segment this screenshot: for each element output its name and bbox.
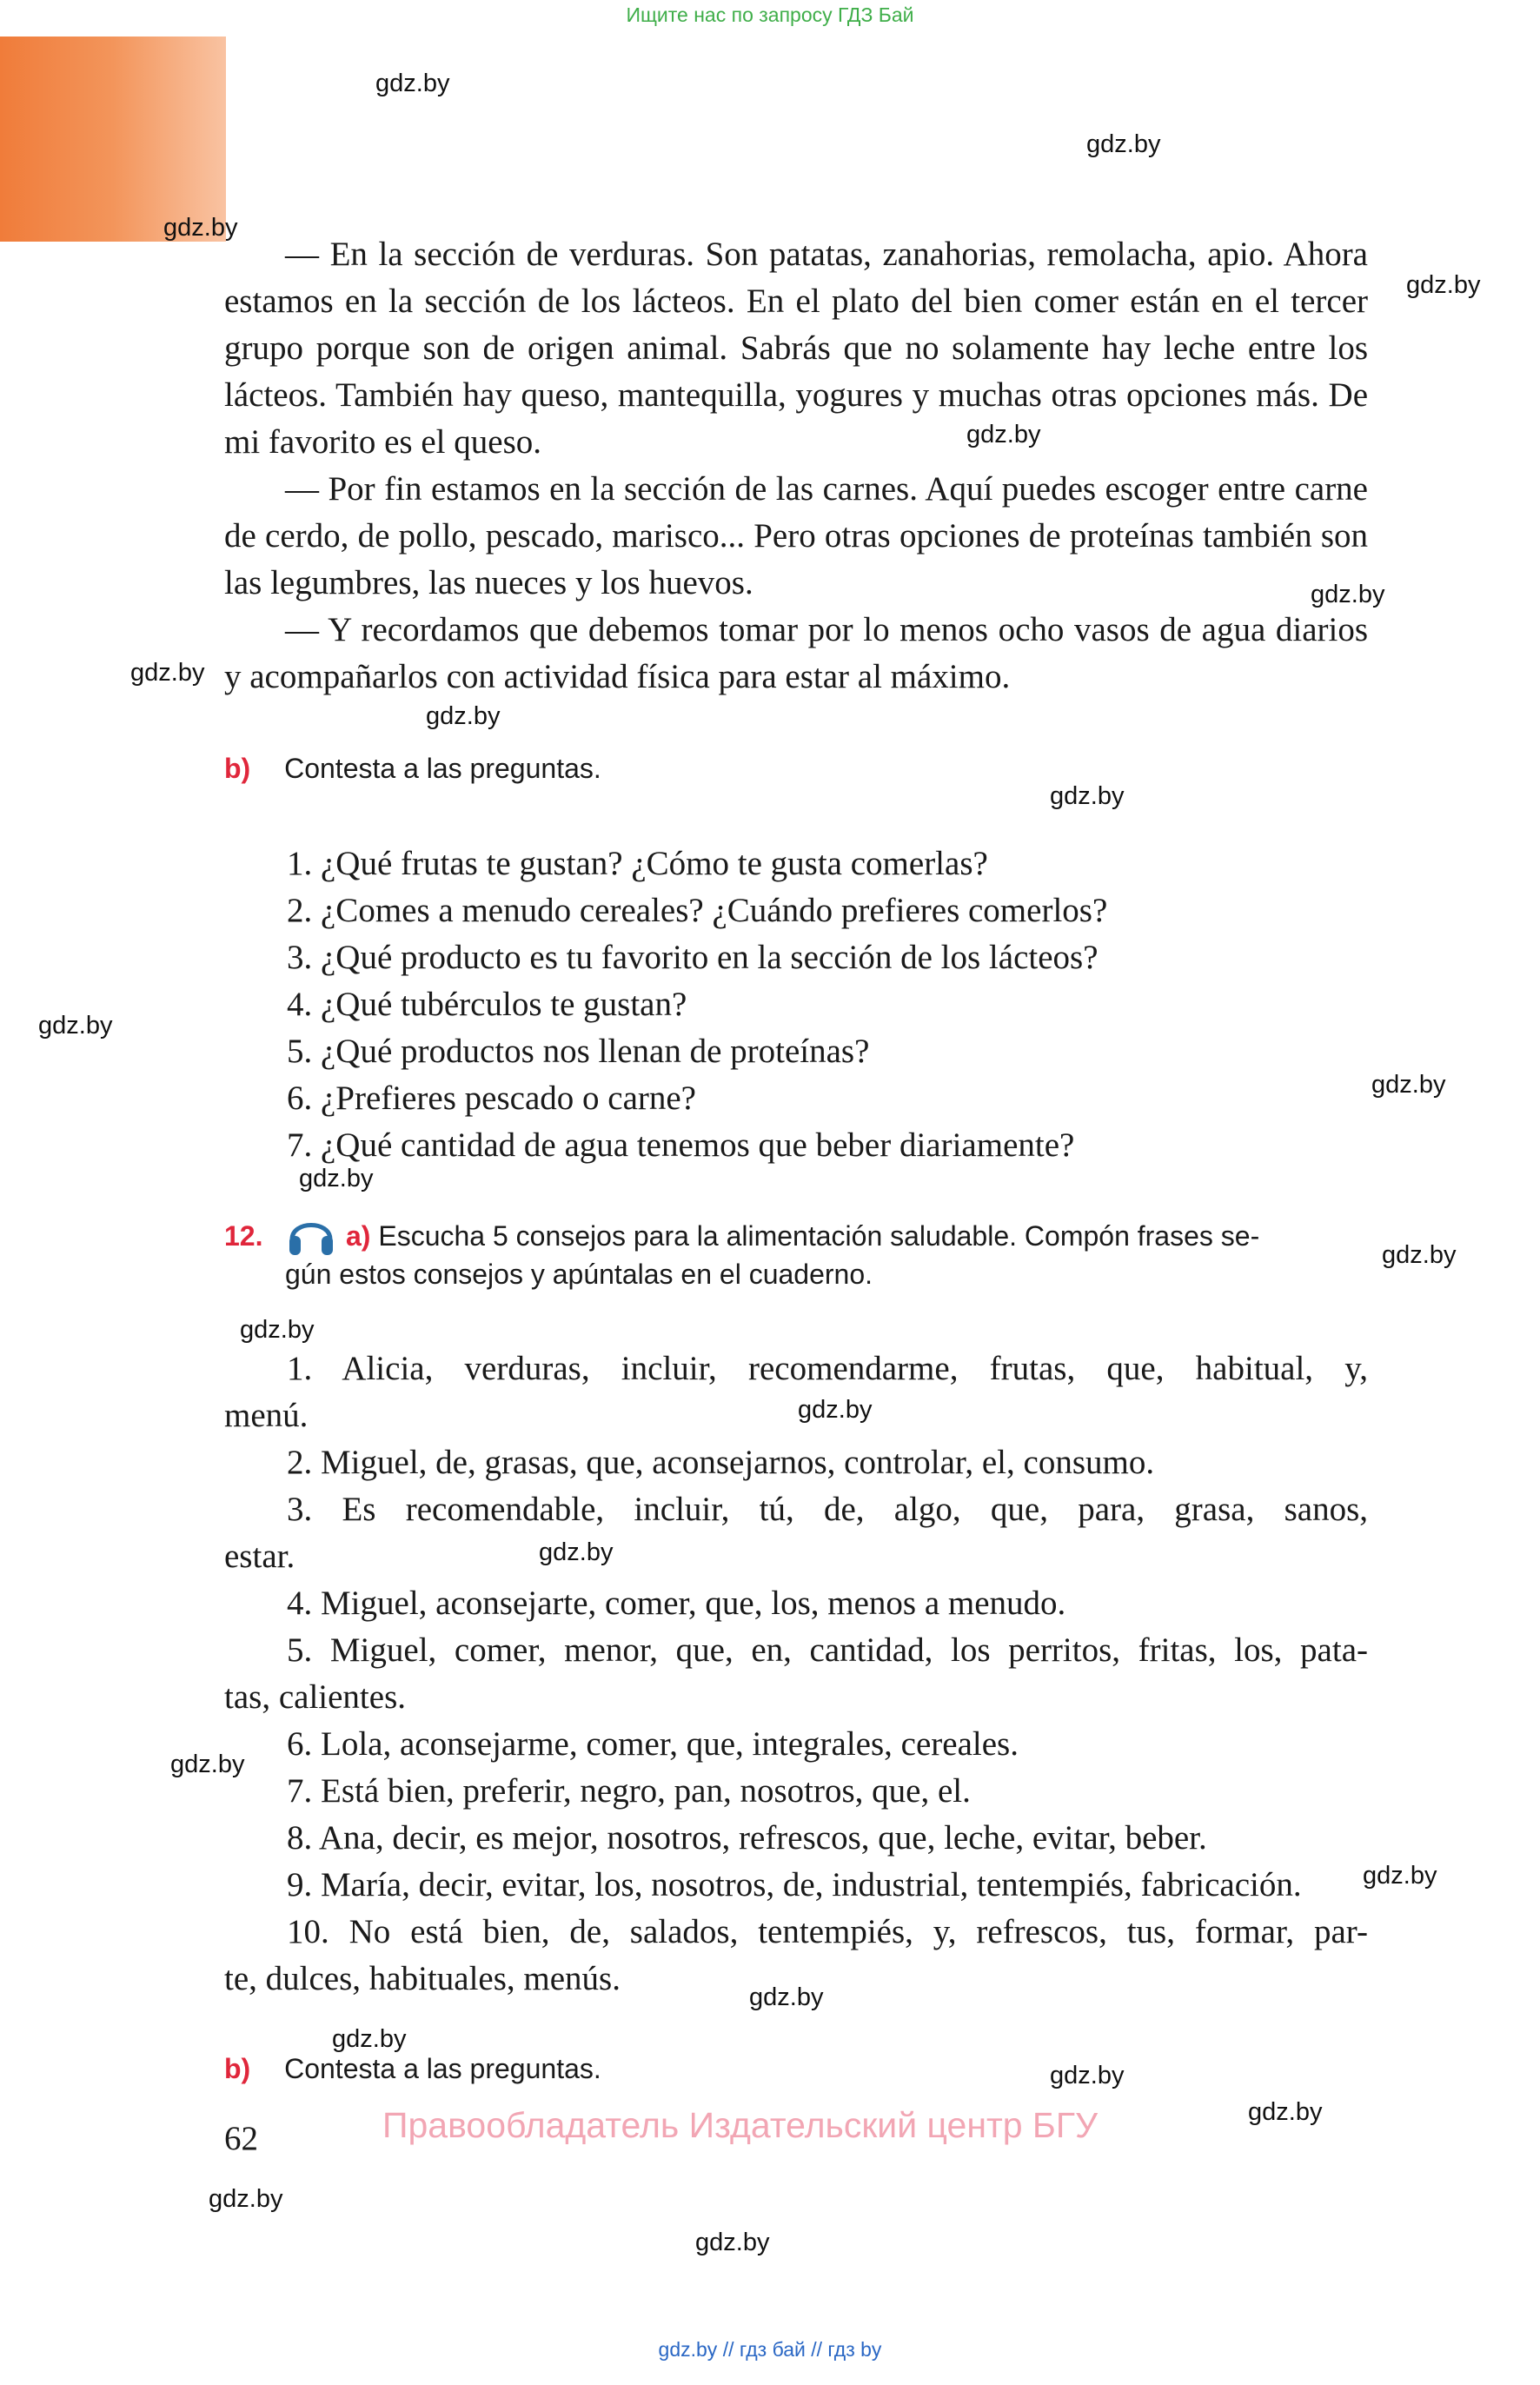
watermark: gdz.by — [1050, 2062, 1125, 2089]
exercise-line: 7. Está bien, preferir, negro, pan, nosotros, que, el. — [287, 1772, 971, 1810]
watermark: gdz.by — [332, 2025, 407, 2053]
exercise-line: 9. María, decir, evitar, los, nosotros, de, industrial, tentempiés, fabricación. — [287, 1866, 1302, 1903]
exercise-line: 3. Es recomendable, incluir, tú, de, algo, que, para, grasa, sanos, — [287, 1491, 1368, 1528]
exercise-line: 5. Miguel, comer, menor, que, en, cantidad, los perritos, fritas, los, pata- — [287, 1631, 1368, 1669]
task-label: b) — [224, 2053, 251, 2084]
task-label: b) — [224, 753, 251, 784]
watermark: gdz.by — [38, 1012, 113, 1040]
question-item: 5. ¿Qué productos nos llenan de proteínas? — [287, 1033, 870, 1070]
headphones-icon — [285, 1208, 337, 1260]
watermark: gdz.by — [798, 1396, 873, 1424]
task-label: a) — [346, 1220, 371, 1252]
dialogue-paragraph: — Por fin estamos en la sección de las carnes. Aquí puedes escoger entre carne de cerdo, de pollo, pescado, marisco... Pero otras opciones de proteínas también son las legumbres, las nueces y los huevos. — [224, 470, 1368, 601]
question-item: 7. ¿Qué cantidad de agua tenemos que beber diariamente? — [287, 1126, 1075, 1164]
watermark: gdz.by — [1382, 1241, 1457, 1269]
watermark: gdz.by — [539, 1538, 614, 1566]
watermark: gdz.by — [299, 1165, 374, 1192]
watermark: gdz.by — [695, 2229, 770, 2256]
exercise-line: 6. Lola, aconsejarme, comer, que, integrales, cereales. — [287, 1725, 1019, 1763]
task-b-instruction — [224, 753, 601, 785]
exercise-line: tas, calientes. — [224, 1678, 406, 1716]
exercise-line: estar. — [224, 1538, 295, 1575]
exercise-line: 4. Miguel, aconsejarte, comer, que, los, menos a menudo. — [287, 1584, 1066, 1622]
exercise-line: 8. Ana, decir, es mejor, nosotros, refrescos, que, leche, evitar, beber. — [287, 1819, 1207, 1857]
exercise-line: 10. No está bien, de, salados, tentempiés, y, refrescos, tus, formar, par- — [287, 1913, 1368, 1950]
task-text: Contesta a las preguntas. — [284, 753, 601, 784]
task-text: Contesta a las preguntas. — [284, 2053, 601, 2084]
watermark: gdz.by — [375, 70, 450, 97]
task-12a-line2: gún estos consejos y apúntalas en el cuaderno. — [285, 1259, 873, 1290]
task-number-label: 12. — [224, 1220, 263, 1252]
watermark: gdz.by — [1311, 581, 1385, 608]
dialogue-paragraph: — En la sección de verduras. Son patatas, zanahorias, remolacha, apio. Ahora estamos en la sección de los lácteos. En el plato del bien comer están en el tercer grupo porque son de origen animal. Sabrás que no solamente hay leche entre los lácteos. También hay queso, mantequilla, yogures y muchas otras opciones más. De mi favorito es el queso. — [224, 236, 1368, 461]
watermark: gdz.by — [130, 659, 205, 687]
corner-decoration — [0, 37, 226, 242]
watermark: gdz.by — [1086, 130, 1161, 158]
exercise-line: te, dulces, habituales, menús. — [224, 1960, 621, 1997]
watermark: gdz.by — [1371, 1071, 1446, 1099]
page-number: 62 — [224, 2120, 258, 2157]
task-12a-line1 — [346, 1220, 1259, 1252]
watermark: gdz.by — [966, 421, 1041, 448]
question-item: 2. ¿Comes a menudo cereales? ¿Cuándo prefieres comerlos? — [287, 892, 1108, 929]
top-banner: Ищите нас по запросу ГДЗ Бай — [626, 3, 914, 26]
question-item: 1. ¿Qué frutas te gustan? ¿Cómo te gusta comerlas? — [287, 845, 988, 882]
watermark: gdz.by — [749, 1983, 824, 2011]
task-text: Escucha 5 consejos para la alimentación saludable. Compón frases se- — [378, 1220, 1260, 1252]
watermark: gdz.by — [170, 1751, 245, 1778]
watermark: gdz.by — [1406, 271, 1481, 299]
dialogue-paragraph: — Y recordamos que debemos tomar por lo menos ocho vasos de agua diarios y acompañarlos con actividad física para estar al máximo. — [224, 611, 1368, 695]
question-item: 6. ¿Prefieres pescado o carne? — [287, 1080, 696, 1117]
watermark: gdz.by — [240, 1316, 315, 1344]
question-item: 4. ¿Qué tubérculos te gustan? — [287, 986, 687, 1023]
task-number — [224, 1220, 262, 1252]
watermark: gdz.by — [426, 702, 501, 730]
watermark: gdz.by — [209, 2185, 283, 2213]
watermark: gdz.by — [163, 214, 238, 242]
bottom-links[interactable]: gdz.by // гдз бай // гдз by — [658, 2338, 882, 2361]
copyright-holder: Правообладатель Издательский центр БГУ — [382, 2105, 1099, 2145]
exercise-line: menú. — [224, 1397, 309, 1434]
question-item: 3. ¿Qué producto es tu favorito en la sección de los lácteos? — [287, 939, 1099, 976]
exercise-line: 1. Alicia, verduras, incluir, recomendarme, frutas, que, habitual, y, — [287, 1350, 1368, 1387]
watermark: gdz.by — [1050, 782, 1125, 810]
watermark: gdz.by — [1248, 2098, 1323, 2126]
watermark: gdz.by — [1363, 1862, 1437, 1890]
task-b-instruction — [224, 2053, 601, 2085]
exercise-line: 2. Miguel, de, grasas, que, aconsejarnos, controlar, el, consumo. — [287, 1444, 1155, 1481]
